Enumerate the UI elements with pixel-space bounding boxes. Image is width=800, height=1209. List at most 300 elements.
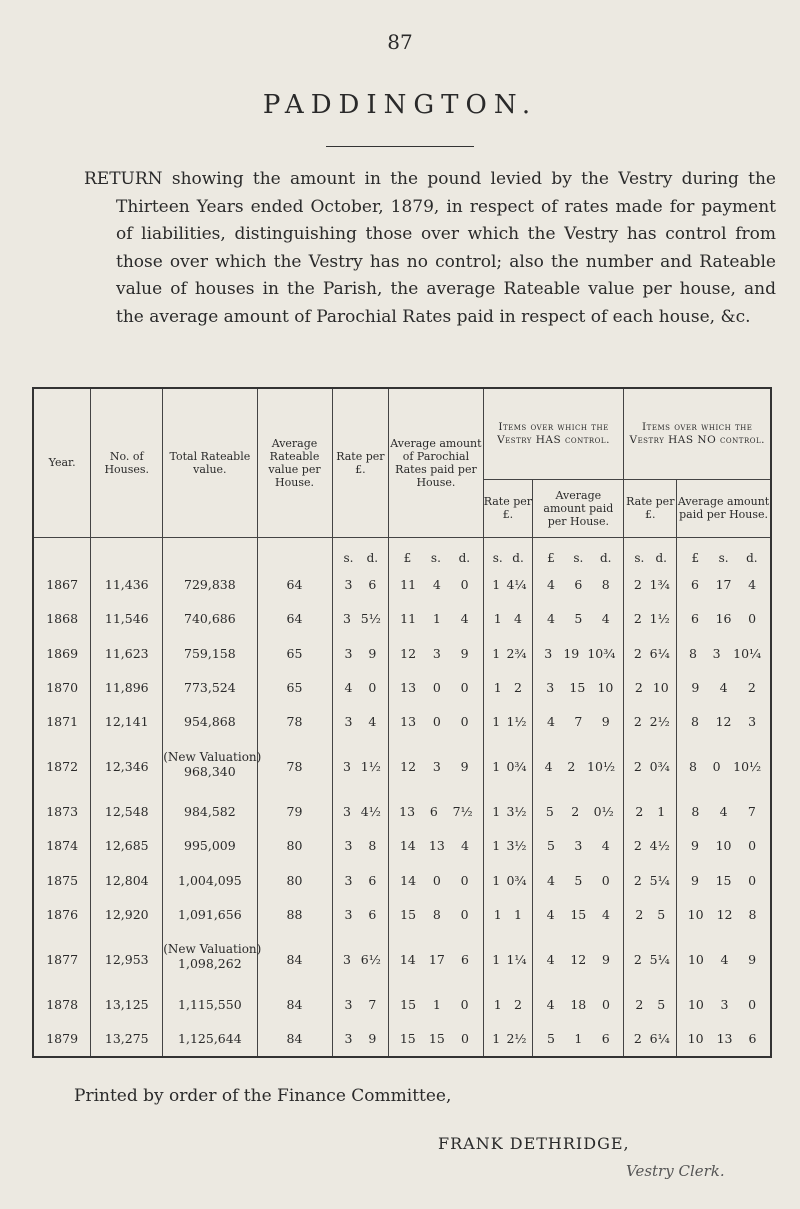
cell-control-rate	[483, 897, 533, 931]
cell-total-value	[163, 863, 257, 897]
cell-control-avg	[533, 829, 624, 863]
header-total-value: Total Rateable value.	[163, 389, 257, 537]
header-control-rate: Rate per £.	[483, 479, 533, 537]
cell-avg-amount-part: 4	[460, 838, 469, 854]
cell-nocontrol-rate-part: 1	[657, 803, 666, 819]
cell-nocontrol-avg	[677, 601, 770, 635]
cell-rate-part: 9	[368, 1031, 377, 1047]
cell-nocontrol-rate-part: 2	[633, 838, 642, 854]
cell-control-rate-part: 3½	[506, 803, 527, 819]
cell-control-rate-part: 1	[493, 996, 502, 1012]
cell-nocontrol-avg	[677, 987, 770, 1021]
cell-nocontrol-rate-part: 2	[634, 679, 643, 695]
cell-avg-amount	[389, 601, 483, 635]
cell-nocontrol-rate-part: 6¼	[649, 645, 670, 661]
cell-avg-amount-part: 15	[400, 996, 417, 1012]
cell-nocontrol-rate	[624, 794, 677, 828]
cell-avg-value: 78	[257, 705, 332, 739]
cell-nocontrol-rate	[624, 987, 677, 1021]
cell-nocontrol-rate	[624, 897, 677, 931]
unit-pound: £	[547, 551, 555, 565]
cell-avg-value: 84	[257, 1021, 332, 1056]
cell-nocontrol-avg-part: 4	[719, 803, 728, 819]
cell-nocontrol-rate-part: 2½	[649, 714, 670, 730]
header-avg-value: Average Rateable value per House.	[257, 389, 332, 537]
cell-rate-part: 6	[368, 872, 377, 888]
cell-houses: 13,125	[91, 987, 163, 1021]
cell-total-value	[163, 739, 262, 794]
cell-control-avg-part: 4	[546, 714, 555, 730]
cell-avg-amount-part: 7½	[452, 803, 473, 819]
cell-control-rate	[483, 670, 533, 704]
cell-rate	[332, 739, 389, 794]
header-avg-amount: Average amount of Parochial Rates paid per House.	[389, 389, 483, 537]
cell-control-avg-part: 4	[546, 951, 555, 967]
cell-avg-amount	[389, 1021, 483, 1056]
cell-total-value	[163, 670, 257, 704]
cell-control-avg-part: 3	[574, 838, 583, 854]
cell-nocontrol-avg	[677, 794, 770, 828]
unit-s: s.	[634, 551, 645, 565]
cell-rate-part: 3	[342, 803, 351, 819]
cell-control-avg-part: 10½	[587, 759, 616, 775]
cell-control-avg-part: 5	[574, 611, 583, 627]
cell-nocontrol-avg-part: 8	[688, 759, 697, 775]
cell-nocontrol-avg-part: 0	[748, 838, 757, 854]
cell-nocontrol-avg-part: 7	[747, 803, 756, 819]
cell-control-avg-part: 5	[546, 838, 555, 854]
cell-avg-amount-part: 0	[460, 1031, 469, 1047]
cell-nocontrol-avg-part: 10	[715, 838, 732, 854]
cell-avg-amount-part: 17	[428, 951, 445, 967]
cell-rate	[332, 932, 389, 987]
header-year: Year.	[34, 389, 91, 537]
cell-rate-part: 3	[344, 838, 353, 854]
cell-nocontrol-avg-part: 4	[720, 951, 729, 967]
cell-rate-part: 3	[344, 872, 353, 888]
title-rule	[326, 146, 474, 147]
cell-rate-part: 1½	[360, 759, 381, 775]
cell-control-avg	[533, 794, 624, 828]
cell-houses: 12,346	[91, 739, 163, 794]
cell-rate-part: 3	[342, 951, 351, 967]
cell-control-rate	[483, 987, 533, 1021]
cell-nocontrol-avg-part: 9	[691, 679, 700, 695]
cell-total-value	[163, 1021, 257, 1056]
cell-nocontrol-avg-part: 6	[690, 576, 699, 592]
cell-avg-amount-part: 15	[399, 1031, 416, 1047]
cell-control-rate-part: 1	[492, 576, 501, 592]
cell-avg-amount	[389, 987, 483, 1021]
cell-control-rate	[483, 705, 533, 739]
cell-control-avg-part: 6	[601, 1031, 610, 1047]
cell-avg-amount	[389, 636, 483, 670]
cell-total-value	[163, 636, 257, 670]
cell-control-avg	[533, 987, 624, 1021]
cell-houses: 12,685	[91, 829, 163, 863]
cell-avg-amount-part: 9	[460, 759, 469, 775]
cell-year: 1867	[34, 567, 91, 601]
table-row	[34, 636, 770, 670]
cell-nocontrol-avg	[677, 739, 770, 794]
cell-nocontrol-rate	[624, 829, 677, 863]
cell-nocontrol-avg	[677, 636, 770, 670]
cell-nocontrol-avg	[677, 897, 770, 931]
cell-control-avg-part: 8	[601, 576, 610, 592]
cell-nocontrol-rate-part: 2	[633, 714, 642, 730]
cell-avg-amount-part: 0	[432, 872, 441, 888]
cell-nocontrol-avg-part: 3	[720, 996, 729, 1012]
header-group-no-control: Items over which the Vestry HAS NO control.	[624, 389, 770, 479]
cell-control-avg	[533, 739, 624, 794]
cell-control-rate-part: 1	[492, 838, 501, 854]
cell-nocontrol-avg-part: 9	[690, 838, 699, 854]
cell-year: 1868	[34, 601, 91, 635]
cell-rate	[332, 987, 389, 1021]
cell-houses: 11,623	[91, 636, 163, 670]
cell-avg-value: 80	[257, 863, 332, 897]
cell-nocontrol-rate-part: 5	[657, 907, 666, 923]
cell-control-avg-part: 5	[546, 1031, 555, 1047]
cell-control-avg-part: 4	[546, 872, 555, 888]
cell-nocontrol-avg	[677, 567, 770, 601]
unit-s: s.	[430, 551, 441, 565]
cell-rate-part: 3	[344, 645, 353, 661]
cell-control-avg-part: 18	[570, 996, 587, 1012]
cell-avg-amount-part: 3	[432, 645, 441, 661]
cell-avg-value: 88	[257, 897, 332, 931]
cell-total-value	[163, 932, 262, 987]
cell-rate	[332, 601, 389, 635]
cell-rate	[332, 863, 389, 897]
cell-rate-part: 6	[368, 907, 377, 923]
cell-rate-part: 3	[344, 907, 353, 923]
cell-avg-amount-part: 12	[400, 645, 417, 661]
cell-control-avg-part: 4	[546, 611, 555, 627]
table-row	[34, 987, 770, 1021]
cell-avg-value: 78	[257, 739, 332, 794]
cell-nocontrol-rate-part: 4½	[649, 838, 670, 854]
cell-avg-amount-part: 11	[400, 611, 417, 627]
cell-avg-amount	[389, 739, 483, 794]
cell-control-rate-part: 4¼	[506, 576, 527, 592]
cell-avg-amount-part: 3	[432, 759, 441, 775]
cell-rate-part: 4½	[360, 803, 381, 819]
cell-avg-value: 64	[257, 567, 332, 601]
cell-houses: 11,436	[91, 567, 163, 601]
cell-control-avg-part: 19	[563, 645, 580, 661]
cell-control-rate-part: 1	[492, 714, 501, 730]
cell-nocontrol-rate-part: 2	[633, 611, 642, 627]
cell-houses: 12,804	[91, 863, 163, 897]
cell-rate	[332, 636, 389, 670]
cell-nocontrol-rate-part: 2	[635, 803, 644, 819]
cell-control-rate-part: 1	[492, 645, 501, 661]
cell-control-rate-part: 1	[493, 611, 502, 627]
cell-nocontrol-avg-part: 16	[715, 611, 732, 627]
cell-nocontrol-rate	[624, 670, 677, 704]
unit-pound: £	[403, 551, 412, 565]
cell-control-avg	[533, 863, 624, 897]
unit-d: d.	[458, 551, 471, 565]
cell-nocontrol-avg-part: 10	[687, 996, 704, 1012]
cell-nocontrol-rate-part: 0¾	[649, 759, 670, 775]
cell-avg-amount	[389, 829, 483, 863]
cell-control-rate	[483, 567, 533, 601]
cell-year: 1873	[34, 794, 91, 828]
table-row	[34, 670, 770, 704]
cell-nocontrol-rate	[624, 863, 677, 897]
intro-paragraph: RETURN showing the amount in the pound levied by the Vestry during the Thirteen Years ended October, 1879, in respect of rates made for payment of liabilities, distinguishing those over which the Vestry has control from those over which the Vestry has no control; also the number and Rateable value of houses in the Parish, the average Rateable value per house, and the average amount of Parochial Rates paid in respect of each house, &c.	[84, 169, 776, 327]
cell-control-rate	[483, 601, 533, 635]
cell-control-rate-part: 1	[493, 907, 502, 923]
cell-avg-amount-part: 13	[399, 803, 416, 819]
cell-avg-value: 84	[257, 932, 332, 987]
cell-avg-amount-part: 15	[400, 907, 417, 923]
cell-control-rate	[483, 1021, 533, 1056]
cell-houses: 12,920	[91, 897, 163, 931]
cell-rate-part: 4	[368, 714, 377, 730]
cell-control-rate-part: 1	[492, 759, 501, 775]
cell-nocontrol-rate-part: 2	[635, 907, 644, 923]
unit-d: d.	[512, 551, 524, 565]
cell-control-avg	[533, 636, 624, 670]
cell-avg-amount-part: 6	[429, 803, 438, 819]
total-value-text: 729,838	[184, 576, 236, 592]
cell-control-avg-part: 4	[544, 759, 553, 775]
cell-nocontrol-avg-part: 0	[748, 611, 757, 627]
cell-houses: 11,546	[91, 601, 163, 635]
cell-rate	[332, 567, 389, 601]
cell-rate-part: 5½	[360, 611, 381, 627]
cell-nocontrol-avg-part: 8	[688, 645, 697, 661]
cell-control-avg-part: 10¾	[587, 645, 616, 661]
header-group-control: Items over which the Vestry HAS control.	[483, 389, 624, 479]
table-row	[34, 601, 770, 635]
unit-s: s.	[492, 551, 503, 565]
total-value-text: 740,686	[184, 611, 236, 627]
total-value-text: 1,115,550	[178, 996, 242, 1012]
cell-total-value	[163, 567, 257, 601]
units-row	[34, 537, 770, 567]
cell-nocontrol-rate	[624, 636, 677, 670]
cell-nocontrol-avg-part: 8	[691, 803, 700, 819]
cell-control-rate-part: 2½	[506, 1031, 527, 1047]
cell-avg-amount-part: 12	[400, 759, 417, 775]
cell-control-avg-part: 7	[574, 714, 583, 730]
total-value-text: 773,524	[184, 679, 236, 695]
cell-nocontrol-avg	[677, 670, 770, 704]
total-value-text: 984,582	[184, 803, 236, 819]
cell-year: 1875	[34, 863, 91, 897]
cell-avg-amount-part: 13	[400, 679, 417, 695]
cell-houses: 11,896	[91, 670, 163, 704]
cell-control-rate	[483, 794, 533, 828]
table-row	[34, 794, 770, 828]
table-row	[34, 567, 770, 601]
cell-nocontrol-rate-part: 1½	[649, 611, 670, 627]
cell-nocontrol-avg-part: 8	[690, 714, 699, 730]
cell-nocontrol-rate	[624, 739, 677, 794]
cell-nocontrol-avg-part: 9	[690, 872, 699, 888]
cell-total-value	[163, 829, 257, 863]
cell-control-avg	[533, 601, 624, 635]
cell-rate-part: 6	[368, 576, 377, 592]
cell-nocontrol-rate-part: 2	[633, 759, 642, 775]
cell-nocontrol-avg-part: 2	[747, 679, 756, 695]
cell-nocontrol-avg-part: 0	[748, 996, 757, 1012]
cell-control-rate-part: 1½	[506, 714, 527, 730]
cell-nocontrol-avg-part: 8	[748, 907, 757, 923]
cell-year: 1872	[34, 739, 91, 794]
header-houses: No. of Houses.	[91, 389, 163, 537]
cell-avg-amount-part: 6	[460, 951, 469, 967]
cell-total-value	[163, 897, 257, 931]
cell-avg-amount-part: 1	[432, 611, 441, 627]
cell-control-rate-part: 0¾	[506, 759, 527, 775]
cell-avg-amount	[389, 567, 483, 601]
cell-nocontrol-rate-part: 5¼	[649, 872, 670, 888]
cell-nocontrol-rate-part: 2	[633, 1031, 642, 1047]
cell-year: 1869	[34, 636, 91, 670]
cell-rate	[332, 897, 389, 931]
cell-avg-amount-part: 13	[400, 714, 417, 730]
cell-avg-amount-part: 4	[432, 576, 441, 592]
cell-nocontrol-avg	[677, 932, 770, 987]
page-number: 87	[387, 30, 413, 54]
signature-role: Vestry Clerk.	[626, 1162, 725, 1180]
cell-avg-amount-part: 0	[460, 872, 469, 888]
cell-year: 1877	[34, 932, 91, 987]
cell-nocontrol-rate-part: 5¼	[649, 951, 670, 967]
table-row	[34, 739, 770, 794]
cell-nocontrol-avg-part: 6	[748, 1031, 757, 1047]
total-value-text: 995,009	[184, 838, 236, 854]
cell-nocontrol-rate-part: 5	[657, 996, 666, 1012]
header-nocontrol-avg: Average amount paid per House.	[677, 479, 770, 537]
cell-rate-part: 0	[368, 679, 377, 695]
table-row	[34, 863, 770, 897]
unit-s: s.	[573, 551, 584, 565]
cell-avg-amount-part: 8	[432, 907, 441, 923]
cell-rate-part: 3	[344, 714, 353, 730]
unit-d: d.	[366, 551, 379, 565]
cell-control-rate-part: 1	[492, 872, 501, 888]
cell-nocontrol-avg-part: 12	[716, 907, 733, 923]
valuation-note: (New Valuation)	[163, 749, 262, 764]
cell-avg-amount-part: 4	[460, 611, 469, 627]
cell-nocontrol-avg-part: 4	[719, 679, 728, 695]
total-value-text: 968,340	[184, 763, 236, 779]
cell-nocontrol-avg-part: 12	[715, 714, 732, 730]
total-value-text: 1,091,656	[178, 907, 242, 923]
cell-nocontrol-rate-part: 2	[633, 872, 642, 888]
cell-nocontrol-avg-part: 9	[748, 951, 757, 967]
cell-nocontrol-rate-part: 6¼	[649, 1031, 670, 1047]
cell-control-avg-part: 10	[597, 679, 614, 695]
header-rate: Rate per £.	[332, 389, 389, 537]
cell-control-avg-part: 4	[546, 576, 555, 592]
cell-year: 1871	[34, 705, 91, 739]
cell-nocontrol-rate	[624, 567, 677, 601]
table-row	[34, 1021, 770, 1056]
table-row	[34, 705, 770, 739]
cell-nocontrol-avg-part: 3	[712, 645, 721, 661]
cell-houses: 13,275	[91, 1021, 163, 1056]
cell-year: 1878	[34, 987, 91, 1021]
cell-control-avg	[533, 705, 624, 739]
table-row	[34, 932, 770, 987]
cell-control-avg-part: 6	[574, 576, 583, 592]
unit-d: d.	[746, 551, 758, 565]
total-value-text: 1,004,095	[178, 872, 242, 888]
cell-nocontrol-avg-part: 3	[748, 714, 757, 730]
unit-s: s.	[718, 551, 729, 565]
cell-nocontrol-avg-part: 10	[687, 1031, 704, 1047]
cell-avg-amount-part: 14	[400, 872, 417, 888]
cell-total-value	[163, 794, 257, 828]
footer-note: Printed by order of the Finance Committee,	[74, 1086, 452, 1106]
cell-avg-amount-part: 14	[399, 838, 416, 854]
cell-year: 1879	[34, 1021, 91, 1056]
cell-nocontrol-avg	[677, 705, 770, 739]
total-value-text: 954,868	[184, 714, 236, 730]
cell-control-rate-part: 1	[493, 679, 502, 695]
rates-table	[32, 387, 772, 1058]
cell-rate-part: 3	[344, 1031, 353, 1047]
cell-nocontrol-avg-part: 10	[687, 907, 704, 923]
cell-rate-part: 3	[342, 759, 351, 775]
valuation-note: (New Valuation)	[163, 942, 262, 957]
cell-avg-amount	[389, 932, 483, 987]
cell-total-value	[163, 601, 257, 635]
cell-control-avg	[533, 567, 624, 601]
cell-total-value	[163, 705, 257, 739]
cell-total-value	[163, 987, 257, 1021]
cell-control-avg-part: 4	[546, 907, 555, 923]
cell-nocontrol-avg-part: 10¼	[733, 645, 762, 661]
cell-nocontrol-avg-part: 0	[712, 759, 721, 775]
cell-control-avg-part: 9	[601, 714, 610, 730]
cell-avg-value: 79	[257, 794, 332, 828]
signature: FRANK DETHRIDGE,	[438, 1134, 630, 1153]
cell-avg-value: 64	[257, 601, 332, 635]
cell-avg-amount	[389, 670, 483, 704]
cell-nocontrol-rate	[624, 601, 677, 635]
cell-rate	[332, 829, 389, 863]
cell-nocontrol-rate	[624, 1021, 677, 1056]
total-value-text: 1,098,262	[178, 956, 242, 972]
cell-year: 1870	[34, 670, 91, 704]
cell-rate	[332, 1021, 389, 1056]
cell-control-avg-part: 4	[602, 907, 610, 923]
cell-rate	[332, 705, 389, 739]
cell-houses: 12,953	[91, 932, 163, 987]
cell-control-rate-part: 1¼	[506, 951, 527, 967]
cell-control-rate-part: 1	[514, 907, 522, 923]
cell-control-avg-part: 12	[570, 951, 587, 967]
cell-rate-part: 8	[368, 838, 377, 854]
cell-control-rate-part: 0¾	[506, 872, 527, 888]
cell-control-rate-part: 1	[492, 803, 501, 819]
unit-pound: £	[691, 551, 700, 565]
cell-nocontrol-avg-part: 6	[690, 611, 699, 627]
cell-control-rate-part: 4	[514, 611, 522, 627]
cell-avg-amount-part: 0	[432, 714, 441, 730]
cell-nocontrol-avg-part: 17	[715, 576, 732, 592]
cell-nocontrol-rate-part: 2	[635, 996, 644, 1012]
cell-nocontrol-rate-part: 2	[633, 951, 642, 967]
